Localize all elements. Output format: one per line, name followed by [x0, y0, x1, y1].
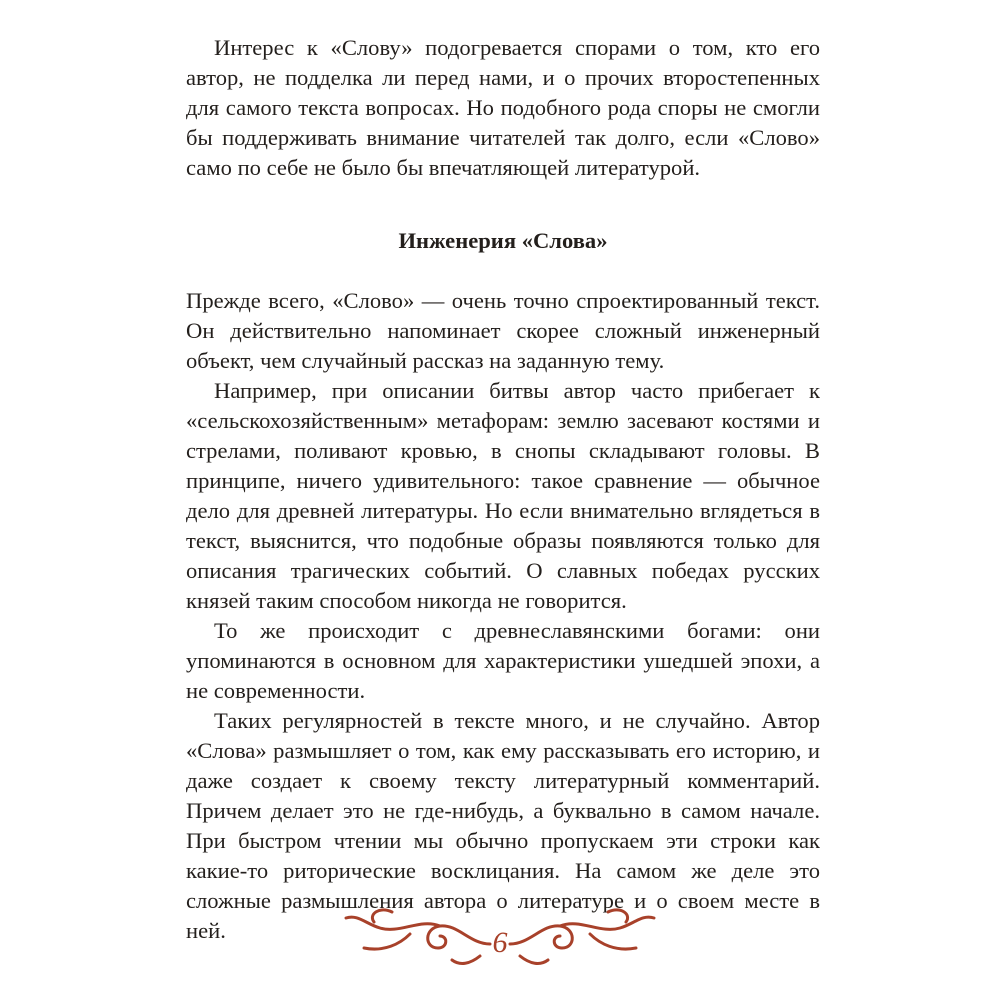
intro-text — [186, 33, 820, 183]
body-paragraph-3: То же происходит с древнеславянскими богами: они упоминаются в основном для характеристики ушедшей эпохи, а не современности. — [186, 618, 820, 703]
ornament-bottom-left-curl — [452, 956, 480, 963]
ornament-right-tail — [560, 917, 654, 929]
ornament-right-leaf — [590, 934, 636, 949]
ornament-left-scroll — [428, 926, 490, 948]
body-paragraph-4: Таких регулярностей в тексте много, и не случайно. Автор «Слова» размышляет о том, как ему рассказывать его историю, и даже создает к своему тексту литературный комментарий. Причем делает это не где-нибудь, а буквально в самом начале. При быстром чтении мы обычно пропускаем эти строки как какие-то риторические восклицания. На самом же деле это сложные размышления автора о литературе и о своем месте в ней. — [186, 708, 820, 943]
section-heading: Инженерия «Слова» — [398, 228, 608, 253]
ornament-left-curl — [372, 910, 392, 922]
page-number: 6 — [492, 926, 508, 959]
body-paragraph-1: Прежде всего, «Слово» — очень точно спроектированный текст. Он действительно напоминает скорее сложный инженерный объект, чем случайный рассказ на заданную тему. — [186, 288, 820, 373]
intro-paragraph: Интерес к «Слову» подогревается спорами о том, кто его автор, не подделка ли перед нами, и о прочих второстепенных для самого текста вопросах. Но подобного рода споры не смогли бы поддерживать внимание читателей так долго, если «Слово» само по себе не было бы впечатляющей литературой. — [186, 35, 820, 180]
ornament-right-scroll — [510, 926, 572, 948]
body-paragraph-2: Например, при описании битвы автор часто прибегает к «сельскохозяйственным» метафорам: землю засевают костями и стрелами, поливают кровью, в снопы складывают головы. В принципе, ничего удивительного: такое сравнение — обычное дело для древней литературы. Но если внимательно вглядеться в текст, выяснится, что подобные образы появляются только для описания трагических событий. О славных победах русских князей таким способом никогда не говорится. — [186, 378, 820, 613]
ornament-right-curl — [608, 910, 628, 922]
ornament-bottom-right-curl — [520, 956, 548, 963]
ornament-left-tail — [346, 917, 440, 929]
ornament-left-leaf — [364, 934, 410, 949]
page-ornament — [340, 904, 660, 974]
section-body — [186, 286, 820, 946]
